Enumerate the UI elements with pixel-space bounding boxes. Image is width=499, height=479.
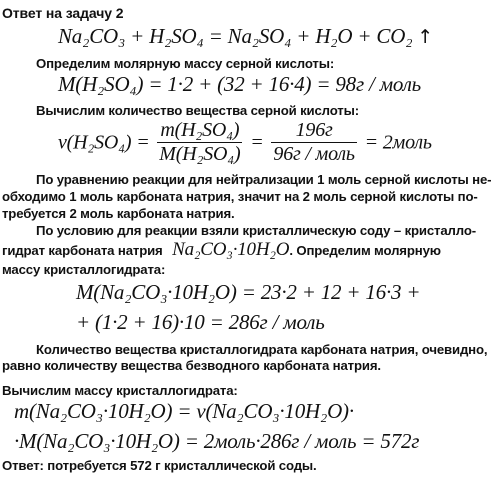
gas-release-arrow-icon: ↑ bbox=[417, 26, 433, 48]
quantity-line-2: равно количеству вещества безводного карбоната натрия. bbox=[2, 358, 381, 373]
condition-line-1: По условию для реакции взяли кристаллическую соду – кристалло- bbox=[36, 223, 476, 238]
hydrate-mass-line-2: ·M(Na₂CO₃·10H₂O) = 2моль·286г / моль = 572г bbox=[14, 429, 420, 453]
crystal-soda-formula: Na₂CO₃·10H₂O bbox=[172, 239, 290, 260]
hydrate-mass-line-1: m(Na₂CO₃·10H₂O) = ν(Na₂CO₃·10H₂O)· bbox=[14, 399, 354, 423]
solution-title: Ответ на задачу 2 bbox=[2, 5, 124, 21]
condition-line-2 bbox=[2, 240, 441, 259]
amount-intro: Вычислим количество вещества серной кислоты: bbox=[36, 103, 359, 118]
molar-mass-h2so4-formula bbox=[58, 74, 421, 95]
reaction-equals: = bbox=[203, 24, 228, 48]
condition-text-before: гидрат карбоната натрия bbox=[2, 243, 163, 258]
amount-equals: = bbox=[245, 131, 269, 154]
molar-mass-lhs: M(H₂SO₄) bbox=[58, 72, 144, 96]
mass-intro: Вычислим массу кристаллогидрата: bbox=[2, 383, 238, 398]
reaction-rhs: Na₂SO₄ + H₂O + CO₂ bbox=[227, 24, 413, 48]
answer-label: Ответ: bbox=[2, 458, 44, 473]
neutralization-line-3: требуется 2 моль карбоната натрия. bbox=[2, 206, 235, 221]
answer-text: потребуется 572 г кристаллической соды. bbox=[43, 458, 317, 473]
condition-text-after: . Определим молярную bbox=[289, 243, 441, 258]
numeric-denominator: 96г / моль bbox=[273, 143, 355, 165]
neutralization-line-2: обходимо 1 моль карбоната натрия, значит на 2 моль серной кислоты по- bbox=[2, 189, 478, 204]
molar-mass-rhs: = 1·2 + (32 + 16·4) = 98г / моль bbox=[143, 72, 422, 96]
quantity-line-1: Количество вещества кристаллогидрата карбоната натрия, очевидно, bbox=[36, 342, 488, 357]
neutralization-line-1: По уравнению реакции для нейтрализации 1 моль серной кислоты не- bbox=[36, 172, 492, 187]
hydrate-molar-mass-line-1: M(Na₂CO₃·10H₂O) = 23·2 + 12 + 16·3 + bbox=[76, 280, 421, 304]
fraction-numerator: m(H₂SO₄) bbox=[157, 120, 242, 143]
numeric-numerator: 196г bbox=[271, 120, 356, 143]
hydrate-molar-mass-line-2: + (1·2 + 16)·10 = 286г / моль bbox=[76, 310, 325, 334]
amount-result: = 2моль bbox=[359, 131, 432, 154]
final-answer bbox=[2, 459, 317, 472]
reaction-equation bbox=[58, 26, 433, 47]
molar-mass-intro: Определим молярную массу серной кислоты: bbox=[36, 56, 335, 71]
mass-over-molar-mass-fraction bbox=[157, 120, 242, 165]
numeric-fraction bbox=[271, 120, 356, 165]
fraction-denominator: M(H₂SO₄) bbox=[159, 143, 241, 165]
reaction-lhs: Na₂CO₃ + H₂SO₄ bbox=[58, 24, 204, 48]
amount-h2so4-formula bbox=[58, 120, 432, 165]
condition-line-3: массу кристаллогидрата: bbox=[2, 262, 166, 277]
amount-lhs: ν(H₂SO₄) = bbox=[58, 131, 155, 154]
